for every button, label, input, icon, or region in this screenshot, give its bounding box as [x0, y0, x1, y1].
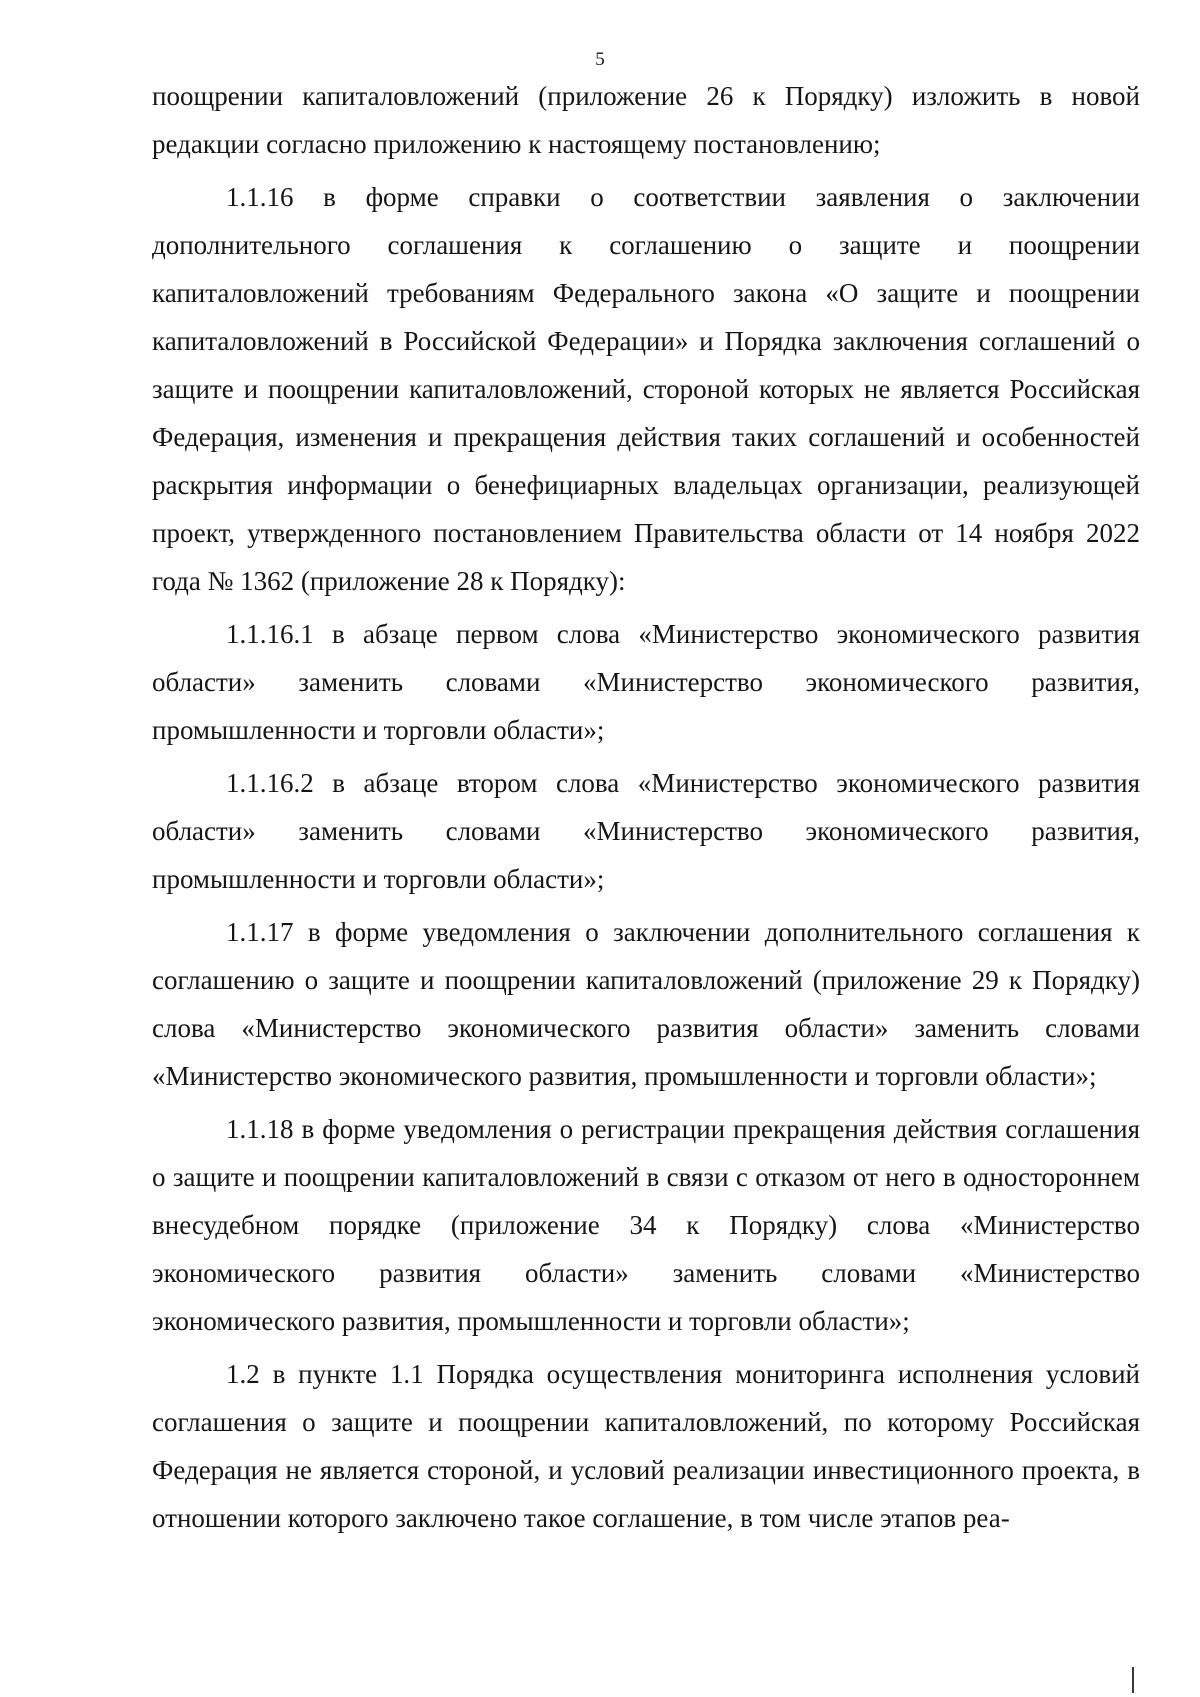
paragraph-1-1-16: 1.1.16 в форме справки о соответствии заявления о заключении дополнительного соглашения к соглашению о защите и поощрении капиталовложений требованиям Федерального закона «О защите и поощрении капиталовложений в Российской Федерации» и Порядка заключения соглашений о защите и поощрении капиталовложений, стороной которых не является Российская Федерация, изменения и прекращения действия таких соглашений и особенностей раскрытия информации о бенефициарных владельцах организации, реализующей проект, утвержденного постановлением Правительства области от 14 ноября 2022 года № 1362 (приложение 28 к Порядку):	[152, 182, 1140, 596]
document-body	[152, 72, 1140, 1542]
paragraph-1-1-16-2: 1.1.16.2 в абзаце втором слова «Министерство экономического развития области» заменить словами «Министерство экономического развития, промышленности и торговли области»;	[152, 768, 1140, 894]
paragraph-continuation: поощрении капиталовложений (приложение 26 к Порядку) изложить в новой редакции согласно приложению к настоящему постановлению;	[152, 81, 1140, 159]
page-number: 5	[595, 49, 605, 70]
paragraph-1-2: 1.2 в пункте 1.1 Порядка осуществления мониторинга исполнения условий соглашения о защите и поощрении капиталовложений, по которому Российская Федерация не является стороной, и условий реализации инвестиционного проекта, в отношении которого заключено такое соглашение, в том числе этапов реа-	[152, 1359, 1140, 1533]
paragraph-1-1-16-1: 1.1.16.1 в абзаце первом слова «Министерство экономического развития области» заменить словами «Министерство экономического развития, промышленности и торговли области»;	[152, 619, 1140, 745]
paragraph-1-1-18: 1.1.18 в форме уведомления о регистрации прекращения действия соглашения о защите и поощрении капиталовложений в связи с отказом от него в одностороннем внесудебном порядке (приложение 34 к Порядку) слова «Министерство экономического развития области» заменить словами «Министерство экономического развития, промышленности и торговли области»;	[152, 1114, 1140, 1336]
scan-artifact-mark	[1132, 1667, 1134, 1693]
paragraph-1-1-17: 1.1.17 в форме уведомления о заключении дополнительного соглашения к соглашению о защите и поощрении капиталовложений (приложение 29 к Порядку) слова «Министерство экономического развития области» заменить словами «Министерство экономического развития, промышленности и торговли области»;	[152, 917, 1140, 1091]
